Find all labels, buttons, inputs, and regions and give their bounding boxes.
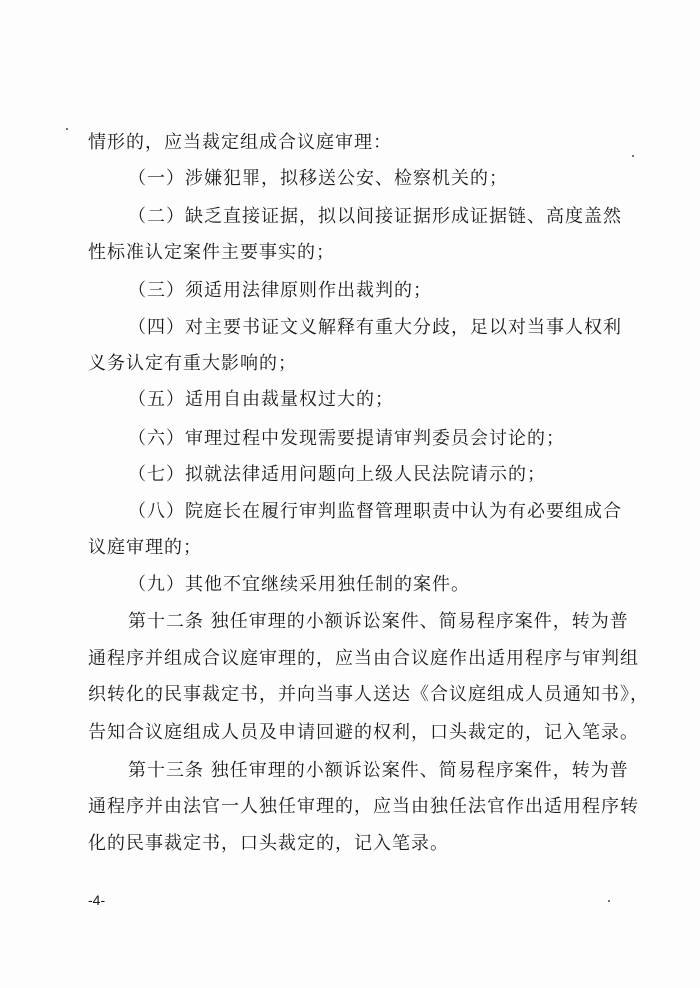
text-line-12: 议庭审理的； — [88, 537, 202, 558]
text-line-18: 第十三条 独任审理的小额诉讼案件、简易程序案件，转为普 — [128, 760, 629, 781]
text-line-2: （一）涉嫌犯罪，拟移送公安、检察机关的； — [128, 168, 508, 189]
text-line-16: 织转化的民事裁定书，并向当事人送达《合议庭组成人员通知书》， — [88, 684, 649, 705]
text-line-20: 化的民事裁定书，口头裁定的，记入笔录。 — [88, 833, 449, 854]
text-line-10: （七）拟就法律适用问题向上级人民法院请示的； — [128, 464, 546, 485]
text-line-3: （二）缺乏直接证据，拟以间接证据形成证据链、高度盖然 — [128, 206, 622, 227]
text-line-7: 义务认定有重大影响的； — [88, 353, 297, 374]
text-line-5: （三）须适用法律原则作出裁判的； — [128, 280, 432, 301]
text-line-15: 通程序并组成合议庭审理的，应当由合议庭作出适用程序与审判组 — [88, 648, 639, 669]
text-line-4: 性标准认定案件主要事实的； — [88, 242, 335, 263]
text-line-1: 情形的，应当裁定组成合议庭审理： — [88, 132, 392, 153]
text-line-17: 告知合议庭组成人员及申请回避的权利，口头裁定的，记入笔录。 — [88, 722, 639, 743]
text-line-19: 通程序并由法官一人独任审理的，应当由独任法官作出适用程序转 — [88, 796, 639, 817]
page-number: -4- — [88, 892, 106, 908]
text-line-14: 第十二条 独任审理的小额诉讼案件、简易程序案件，转为普 — [128, 611, 629, 632]
text-line-6: （四）对主要书证文义解释有重大分歧，足以对当事人权利 — [128, 317, 622, 338]
text-line-9: （六）审理过程中发现需要提请审判委员会讨论的； — [128, 428, 565, 449]
text-line-8: （五）适用自由裁量权过大的； — [128, 389, 394, 410]
text-line-11: （八）院庭长在履行审判监督管理职责中认为有必要组成合 — [128, 501, 622, 522]
text-line-13: （九）其他不宜继续采用独任制的案件。 — [128, 574, 470, 595]
